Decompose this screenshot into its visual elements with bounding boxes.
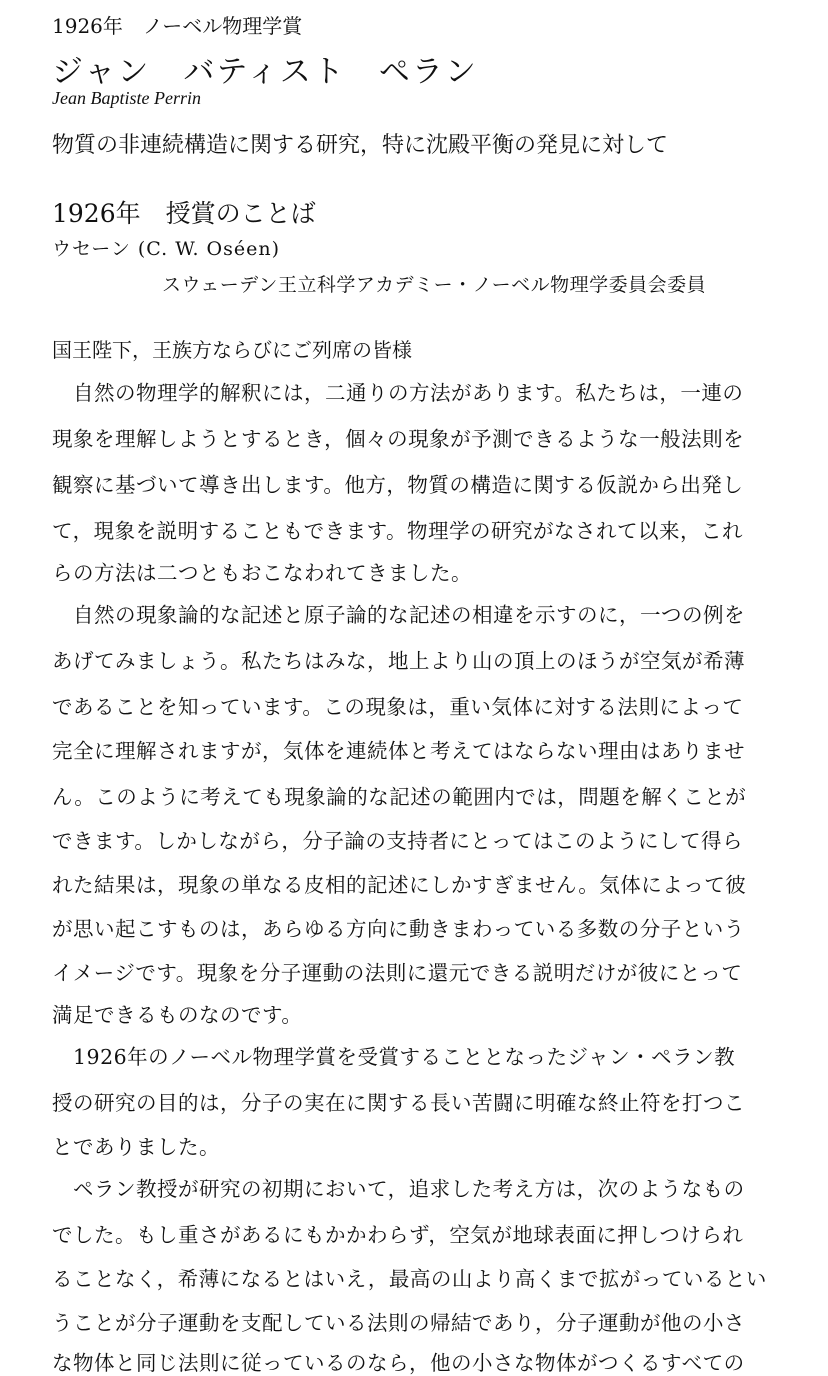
body-line: うことが分子運動を支配している法則の帰結であり，分子運動が他の小さ	[52, 1311, 745, 1335]
presenter-name: ウセーン (C. W. Oséen)	[52, 238, 281, 260]
body-line: イメージです。現象を分子運動の法則に還元できる説明だけが彼にとって	[52, 961, 743, 985]
body-line: て，現象を説明することもできます。物理学の研究がなされて以来，これ	[52, 519, 743, 543]
body-line: が思い起こすものは，あらゆる方向に動きまわっている多数の分子という	[52, 917, 745, 941]
speech-salutation: 国王陛下，王族方ならびにご列席の皆様	[52, 338, 412, 362]
body-line: でした。もし重さがあるにもかかわらず，空気が地球表面に押しつけられ	[52, 1223, 744, 1247]
body-line: らの方法は二つともおこなわれてきました。	[52, 561, 472, 585]
body-line: ペラン教授が研究の初期において，追求した考え方は，次のようなもの	[52, 1177, 745, 1201]
body-line: ることなく，希薄になるとはいえ，最高の山より高くまで拡がっているとい	[52, 1267, 767, 1291]
laureate-name-latin: Jean Baptiste Perrin	[52, 88, 201, 108]
body-line: ん。このように考えても現象論的な記述の範囲内では，問題を解くことが	[52, 785, 747, 809]
body-line: 満足できるものなのです。	[52, 1003, 303, 1027]
body-line: 現象を理解しようとするとき，個々の現象が予測できるような一般法則を	[52, 427, 745, 451]
document-page	[52, 0, 782, 1375]
speech-title: 1926年 授賞のことば	[52, 199, 316, 228]
body-line: れた結果は，現象の単なる皮相的記述にしかすぎません。気体によって彼	[52, 873, 747, 897]
presenter-role: スウェーデン王立科学アカデミー・ノーベル物理学委員会委員	[162, 274, 707, 296]
body-line: 授の研究の目的は，分子の実在に関する長い苦闘に明確な終止符を打つこ	[52, 1091, 745, 1115]
body-line: あげてみましょう。私たちはみな，地上より山の頂上のほうが空気が希薄	[52, 649, 745, 673]
body-line: 自然の物理学的解釈には，二通りの方法があります。私たちは，一連の	[52, 381, 744, 405]
laureate-name-japanese: ジャン バティスト ペラン	[52, 54, 478, 90]
body-line: 1926年のノーベル物理学賞を受賞することとなったジャン・ペラン教	[52, 1045, 736, 1069]
body-line: できます。しかしながら，分子論の支持者にとってはこのようにして得ら	[52, 829, 743, 853]
award-line: 1926年 ノーベル物理学賞	[52, 14, 303, 38]
body-line: 観察に基づいて導き出します。他方，物質の構造に関する仮説から出発し	[52, 473, 744, 497]
body-line: であることを知っています。この現象は，重い気体に対する法則によって	[52, 695, 744, 719]
body-line: な物体と同じ法則に従っているのなら，他の小さな物体がつくるすべての	[52, 1351, 745, 1375]
body-line: 自然の現象論的な記述と原子論的な記述の相違を示すのに，一つの例を	[52, 603, 745, 627]
award-citation: 物質の非連続構造に関する研究，特に沈殿平衡の発見に対して	[52, 133, 669, 158]
body-line: とでありました。	[52, 1135, 220, 1159]
body-line: 完全に理解されますが，気体を連続体と考えてはならない理由はありませ	[52, 739, 745, 763]
